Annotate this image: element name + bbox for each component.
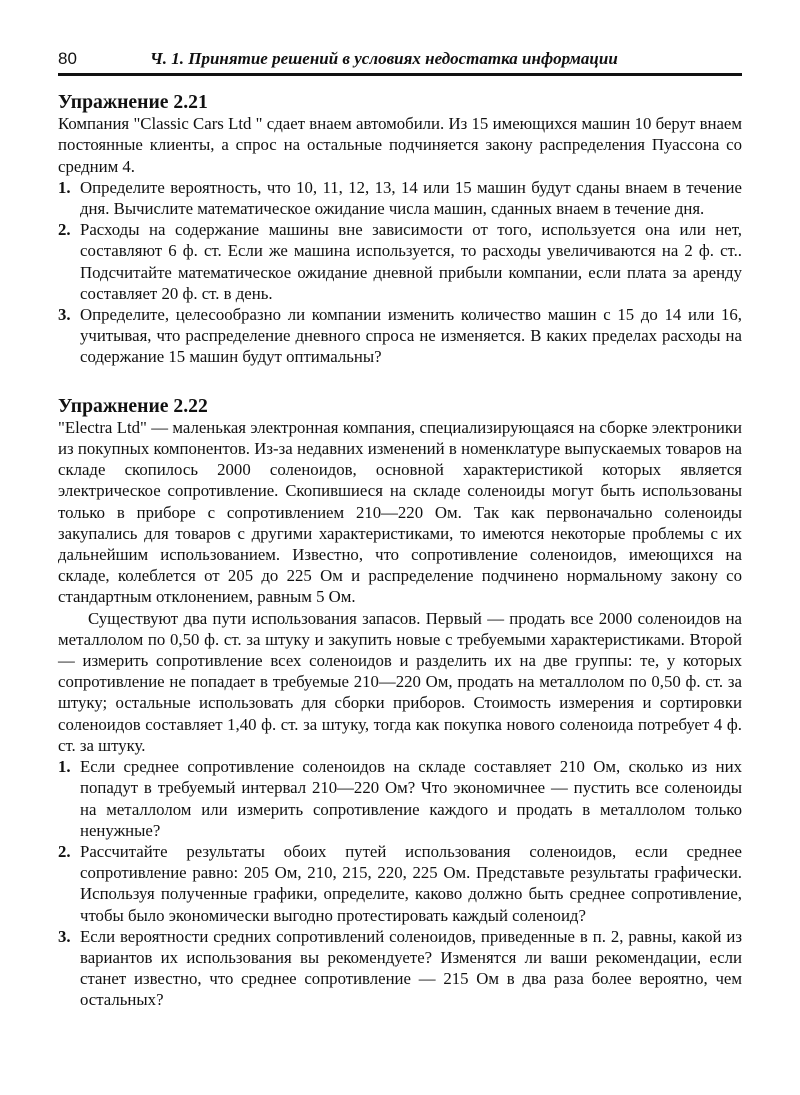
page-content xyxy=(58,92,742,1011)
exercise-questions xyxy=(58,177,742,368)
question-text: Определите, целесообразно ли компании изменить количество машин с 15 до 14 или 16, учитывая, что распределение дневного спроса не изменяется. В каких пределах расходы на содержание 15 машин будут оптимальны? xyxy=(80,305,742,367)
question-item xyxy=(58,926,742,1011)
question-number: 2. xyxy=(58,841,71,861)
question-text: Определите вероятность, что 10, 11, 12, 13, 14 или 15 машин будут сданы внаем в течение дня. Вычислите математическое ожидание числа машин, сданных внаем в течение дня. xyxy=(80,177,742,219)
exercise-paragraph: "Electra Ltd" — маленькая электронная компания, специализирующаяся на сборке электроники из покупных компонентов. Из-за недавних изменений в номенклатуре выпускаемых товаров на складе скопилось 2000 соленоидов, основной характеристикой которых является электрическое сопротивление. Скопившиеся на складе соленоиды могут быть использованы только в приборе с сопротивлением 210—220 Ом. Так как первоначально соленоиды закупались для товаров с другими характеристиками, то имеются некоторые проблемы с их дальнейшим использованием. Известно, что сопротивление соленоидов, имеющихся на складе, колеблется от 205 до 225 Ом и распределение подчинено нормальному закону со стандартным отклонением, равным 5 Ом. xyxy=(58,417,742,607)
question-item xyxy=(58,177,742,219)
running-title: Ч. 1. Принятие решений в условиях недостатка информации xyxy=(150,49,618,68)
question-text: Если среднее сопротивление соленоидов на складе составляет 210 Ом, сколько из них попадут в требуемый интервал 210—220 Ом? Что экономичнее — пустить все соленоиды на металлолом или измерить сопротивление каждого и продать в металлолом только ненужные? xyxy=(80,757,742,840)
exercise-title: Упражнение 2.21 xyxy=(58,91,208,113)
page-header xyxy=(58,46,742,76)
question-item xyxy=(58,304,742,368)
exercise-questions xyxy=(58,756,742,1010)
question-number: 2. xyxy=(58,220,71,240)
page-number: 80 xyxy=(58,49,77,68)
exercise-2-21 xyxy=(58,92,742,368)
exercise-intro: Компания "Classic Cars Ltd " сдает внаем автомобили. Из 15 имеющихся машин 10 берут внаем постоянные клиенты, а спрос на остальные подчиняется закону распределения Пуассона со средним 4. xyxy=(58,114,742,176)
question-item xyxy=(58,219,742,304)
question-number: 1. xyxy=(58,177,71,197)
section-gap xyxy=(58,368,742,396)
exercise-2-22 xyxy=(58,396,742,1011)
question-number: 3. xyxy=(58,926,71,946)
exercise-title: Упражнение 2.22 xyxy=(58,394,208,417)
question-item xyxy=(58,756,742,841)
question-text: Расходы на содержание машины вне зависимости от того, используется она или нет, составляют 6 ф. ст. Если же машина используется, то расходы увеличиваются на 2 ф. ст.. Подсчитайте математическое ожидание дневной прибыли компании, если плата за аренду составляет 20 ф. ст. в день. xyxy=(80,220,742,303)
question-item xyxy=(58,841,742,926)
question-number: 1. xyxy=(58,757,71,777)
question-text: Если вероятности средних сопротивлений соленоидов, приведенные в п. 2, равны, какой из вариантов их использования вы рекомендуете? Изменятся ли ваши рекомендации, если станет известно, что среднее сопротивление — 215 Ом в два раза более вероятно, чем остальных? xyxy=(80,926,742,1010)
exercise-paragraph: Существуют два пути использования запасов. Первый — продать все 2000 соленоидов на металлолом по 0,50 ф. ст. за штуку и закупить новые с требуемыми характеристиками. Второй — измерить сопротивление всех соленоидов и разделить их на две группы: те, у которых сопротивление не попадает в требуемые 210—220 Ом, продать на металлолом по 0,50 ф. ст. за штуку; остальные использовать для сборки приборов. Стоимость измерения и сортировки соленоидов составляет 1,40 ф. ст. за штуку, тогда как покупка нового соленоида потребует 4 ф. ст. за штуку. xyxy=(58,608,742,755)
question-text: Рассчитайте результаты обоих путей использования соленоидов, если среднее сопротивление равно: 205 Ом, 210, 215, 220, 225 Ом. Представьте результаты графически. Используя полученные графики, определите, каково должно быть среднее сопротивление, чтобы было экономически выгодно протестировать каждый соленоид? xyxy=(80,841,742,925)
question-number: 3. xyxy=(58,305,71,325)
